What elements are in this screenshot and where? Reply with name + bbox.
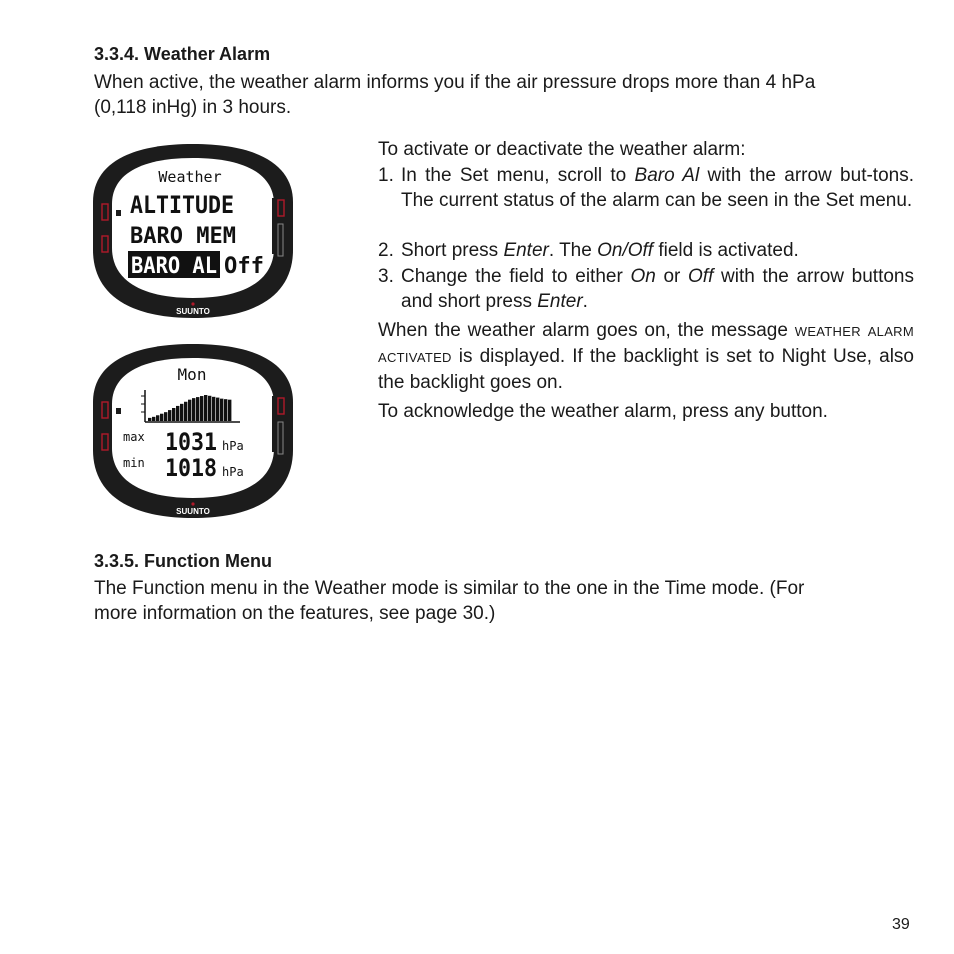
- lcd-title: Weather: [158, 168, 222, 186]
- lcd-alarm-value: Off: [224, 254, 264, 279]
- graph-bar: [148, 418, 151, 421]
- section-heading-function-menu: 3.3.5. Function Menu: [94, 551, 273, 571]
- graph-bar: [156, 415, 159, 421]
- watch-barometer-illustration: [88, 340, 298, 524]
- graph-bar: [204, 395, 207, 421]
- watch-brand: SUUNTO: [176, 507, 210, 516]
- section-heading-weather-alarm: 3.3.4. Weather Alarm: [94, 44, 271, 64]
- lcd-max-value: 1031: [165, 428, 217, 456]
- graph-bar: [196, 397, 199, 421]
- lcd-menu-altitude: ALTITUDE: [130, 191, 234, 219]
- graph-bar: [184, 402, 187, 421]
- lcd-max-unit: hPa: [222, 439, 244, 453]
- lcd-menu-baro-al: BARO AL: [131, 254, 217, 279]
- lcd-min-label: min: [123, 456, 145, 470]
- graph-bar: [152, 417, 155, 421]
- step-number: 1.: [378, 165, 394, 186]
- page-number: 39: [892, 916, 910, 933]
- function-menu-line-1: The Function menu in the Weather mode is similar to the one in the Time mode. (For: [94, 578, 805, 599]
- graph-bar: [164, 412, 167, 421]
- graph-bar: [220, 399, 223, 421]
- graph-bar: [192, 398, 195, 421]
- graph-bar: [188, 400, 191, 421]
- function-menu-line-2: more information on the features, see page 30.): [94, 603, 496, 624]
- lcd-menu-baro-mem: BARO MEM: [130, 224, 236, 249]
- intro-line-2: (0,118 inHg) in 3 hours.: [94, 97, 292, 118]
- graph-bar: [228, 400, 231, 421]
- step-text: Short press Enter. The On/Off field is activated.: [401, 240, 799, 261]
- graph-bar: [212, 397, 215, 421]
- graph-bar: [216, 398, 219, 421]
- graph-bar: [168, 410, 171, 421]
- graph-bar: [180, 404, 183, 421]
- step-text: Change the field to either On or Off with the arrow buttons and short press Enter.: [401, 266, 914, 312]
- lcd-min-value: 1018: [165, 454, 217, 482]
- lcd-graph-title: Mon: [177, 365, 207, 384]
- graph-bar: [224, 399, 227, 421]
- step-number: 2.: [378, 240, 394, 261]
- activate-intro: To activate or deactivate the weather alarm:: [378, 139, 746, 160]
- intro-line-1: When active, the weather alarm informs you if the air pressure drops more than 4 hPa: [94, 72, 816, 93]
- graph-bar: [160, 414, 163, 421]
- step-text: In the Set menu, scroll to Baro Al with the arrow but-tons. The current status of the alarm can be seen in the Set menu.: [401, 165, 914, 211]
- watch-brand: SUUNTO: [176, 307, 210, 316]
- lcd-min-unit: hPa: [222, 465, 244, 479]
- graph-bar: [208, 396, 211, 421]
- graph-bar: [172, 408, 175, 421]
- watch-set-menu-illustration: [88, 140, 298, 324]
- acknowledge-text: To acknowledge the weather alarm, press any button.: [378, 401, 828, 422]
- alarm-note: When the weather alarm goes on, the message WEATHER ALARM ACTIVATED is displayed. If the backlight is set to Night Use, also the backlight goes on.: [378, 320, 914, 393]
- lcd-max-label: max: [123, 430, 145, 444]
- graph-bar: [176, 406, 179, 421]
- graph-bar: [200, 396, 203, 421]
- step-number: 3.: [378, 266, 394, 287]
